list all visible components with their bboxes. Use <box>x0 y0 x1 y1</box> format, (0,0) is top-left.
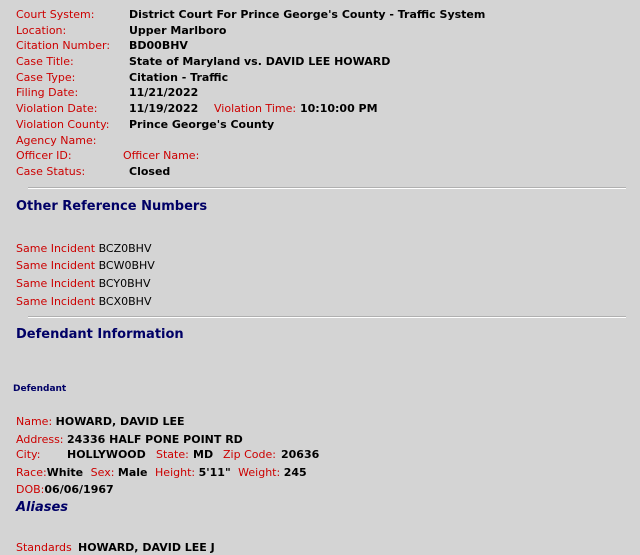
violation-county-label: Violation County: <box>16 118 110 131</box>
citation-row <box>16 39 188 53</box>
dob-label: DOB: <box>16 483 45 496</box>
court-system-row <box>16 8 486 22</box>
height-label: Height: <box>155 466 196 479</box>
location-label: Location: <box>16 24 67 37</box>
case-type-label: Case Type: <box>16 71 76 84</box>
case-title-value: State of Maryland vs. DAVID LEE HOWARD <box>129 55 391 68</box>
case-status-row <box>16 165 171 179</box>
violation-county-row <box>16 118 275 132</box>
city-value: HOLLYWOOD <box>67 448 146 461</box>
reference-row <box>16 277 150 291</box>
filing-date-value: 11/21/2022 <box>129 86 199 99</box>
aliases-heading: Aliases <box>16 500 69 515</box>
other-references-heading: Other Reference Numbers <box>16 199 208 214</box>
race-label: Race: <box>16 466 47 479</box>
violation-time-label: Violation Time: <box>214 102 297 115</box>
alias-row-partial <box>16 541 215 555</box>
officer-id-label: Officer ID: <box>16 149 72 162</box>
divider <box>28 316 626 318</box>
defendant-subheading: Defendant <box>13 384 67 394</box>
reference-value: BCX0BHV <box>98 295 152 308</box>
court-system-label: Court System: <box>16 8 95 21</box>
violation-date-row <box>16 102 378 116</box>
alias-label: Standards <box>16 541 72 554</box>
violation-time-value: 10:10:00 PM <box>300 102 378 115</box>
state-value: MD <box>193 448 214 461</box>
defendant-dob-row <box>16 483 114 497</box>
location-row <box>16 24 227 38</box>
city-label: City: <box>16 448 41 461</box>
defendant-name-row <box>16 415 185 429</box>
reference-label: Same Incident <box>16 242 96 255</box>
divider <box>28 187 626 189</box>
defendant-city-row <box>16 448 320 462</box>
filing-date-row <box>16 86 199 100</box>
case-title-label: Case Title: <box>16 55 74 68</box>
officer-row <box>16 149 200 163</box>
violation-county-value: Prince George's County <box>129 118 275 131</box>
reference-value: BCW0BHV <box>98 259 155 272</box>
weight-value: 245 <box>283 466 307 479</box>
citation-label: Citation Number: <box>16 39 111 52</box>
violation-date-label: Violation Date: <box>16 102 98 115</box>
sex-value: Male <box>117 466 148 479</box>
dob-value: 06/06/1967 <box>44 483 114 496</box>
reference-label: Same Incident <box>16 277 96 290</box>
name-label: Name: <box>16 415 53 428</box>
case-title-row <box>16 55 391 69</box>
reference-value: BCY0BHV <box>98 277 151 290</box>
location-value: Upper Marlboro <box>129 24 227 37</box>
case-type-row <box>16 71 229 85</box>
citation-value: BD00BHV <box>129 39 188 52</box>
address-value: 24336 HALF PONE POINT RD <box>67 433 243 446</box>
case-status-label: Case Status: <box>16 165 86 178</box>
reference-row <box>16 295 151 309</box>
agency-row <box>16 134 96 148</box>
case-status-value: Closed <box>129 165 171 178</box>
reference-label: Same Incident <box>16 259 96 272</box>
zip-value: 20636 <box>281 448 320 461</box>
court-system-value: District Court For Prince George's County - Traffic System <box>129 8 486 21</box>
defendant-address-row <box>16 433 243 447</box>
reference-row <box>16 242 151 256</box>
reference-value: BCZ0BHV <box>98 242 152 255</box>
sex-label: Sex: <box>90 466 115 479</box>
reference-label: Same Incident <box>16 295 96 308</box>
officer-name-label: Officer Name: <box>123 149 200 162</box>
violation-date-value: 11/19/2022 <box>129 102 199 115</box>
alias-value: HOWARD, DAVID LEE J <box>78 541 215 554</box>
defendant-physical-row <box>16 466 307 480</box>
name-value: HOWARD, DAVID LEE <box>55 415 185 428</box>
state-label: State: <box>156 448 189 461</box>
height-value: 5'11" <box>198 466 231 479</box>
address-label: Address: <box>16 433 64 446</box>
agency-label: Agency Name: <box>16 134 97 147</box>
race-value: White <box>46 466 84 479</box>
reference-row <box>16 259 155 273</box>
case-type-value: Citation - Traffic <box>129 71 229 84</box>
filing-date-label: Filing Date: <box>16 86 79 99</box>
zip-label: Zip Code: <box>223 448 276 461</box>
defendant-information-heading: Defendant Information <box>16 327 184 342</box>
weight-label: Weight: <box>238 466 281 479</box>
